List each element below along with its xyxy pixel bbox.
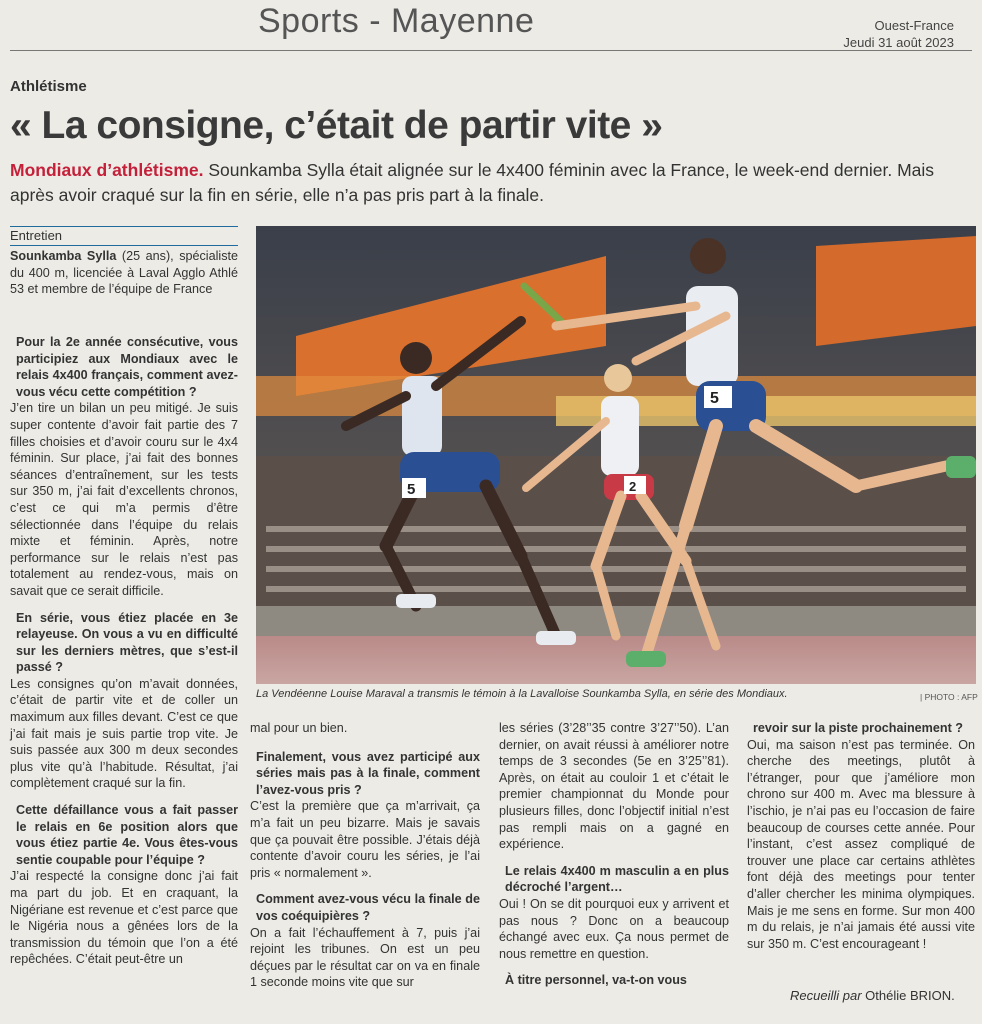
- chapo: [10, 158, 970, 208]
- question-5: Comment avez-vous vécu la finale de vos coéquipières ?: [256, 892, 480, 923]
- relay-photo: [256, 226, 976, 684]
- answer-5-continued: les séries (3’28’’35 contre 3’27’’50). L’an dernier, on avait réussi à améliorer notre temps de 3 secondes (5e en 3’25’’81). Après, on était au couloir 1 et c’était le premier championnat du Monde pour plusieurs filles, donc l’objectif initial n’est pas rempli mais on a gagné en expérience.: [499, 721, 729, 852]
- answer-3-continued: mal pour un bien.: [250, 721, 348, 735]
- chapo-text: Sounkamba Sylla était alignée sur le 4x400 féminin avec la France, le week-end dernier. Mais après avoir craqué sur la fin en série, elle n’a pas pris part à la finale.: [10, 160, 935, 205]
- signature-prefix: Recueilli par: [790, 988, 862, 1003]
- bio-name: Sounkamba Sylla: [10, 249, 117, 263]
- answer-2: Les consignes qu’on m’avait données, c’était de partir vite et de coller un maximum aux filles devant. C’est ce que j’ai fait mais je suis partie trop vite. Je suis passée aux 300 m deux secondes plus vite qu’à l’habitude. Résultat, j’ai complètement craqué sur la fin.: [10, 676, 238, 791]
- answer-3: J’ai respecté la consigne donc j’ai fait ma part du job. Et en craquant, la Nigériane est revenue et c’est parce que le Nigéria nous a gênées lors de la transmission du témoin que l’on a été repêchées. C’était peut-être un: [10, 869, 238, 967]
- answer-1: J’en tire un bilan un peu mitigé. Je suis super contente d’avoir fait partie des 7 filles choisies et d’avoir couru sur le 4x4 féminin. Sur place, j’ai fait des bonnes séances d’entraînement, sur les tests sur 350 m, j’ai fait d’excellents chronos, c’est ce qui m’a permis d’être sélectionnée dans l’équipe du relais mixte et féminin. Après, notre performance sur le relais n’est pas totalement au rendez-vous, mais on savait que ce serait difficile.: [10, 401, 238, 598]
- signature-name: Othélie BRION.: [861, 988, 955, 1003]
- relay-photo-illustration: [256, 226, 976, 684]
- section-title: Sports - Mayenne: [258, 2, 535, 40]
- question-1: Pour la 2e année consécutive, vous participiez aux Mondiaux avec le relais 4x400 français, comment avez-vous vécu cette compétition ?: [16, 335, 238, 399]
- bib-number-right: 5: [710, 390, 719, 407]
- signature: [790, 988, 955, 1003]
- answer-7: Oui, ma saison n’est pas terminée. On cherche des meetings, plutôt à l’étranger, pour que j’améliore mon chrono sur 400 m. Avec ma blessure à l’ischio, je n’ai pas eu l’occasion de faire beaucoup de courses cette année. Pour l’instant, c’est assez compliqué de trouver une place car certains athlètes font déjà des meetings pour tenter d’aller chercher les minima olympiques. Mais je me sens en forme. Sur mon 400 m du relais, je n’ai jamais été aussi vite sur 350 m. C’est encourageant !: [747, 737, 975, 951]
- headline: « La consigne, c’était de partir vite »: [10, 104, 663, 147]
- photo-credit: | PHOTO : AFP: [920, 692, 978, 702]
- photo-caption: La Vendéenne Louise Maraval a transmis le témoin à la Lavalloise Sounkamba Sylla, en série des Mondiaux.: [256, 688, 788, 700]
- masthead: [0, 0, 982, 52]
- question-7-end: revoir sur la piste prochainement ?: [753, 721, 963, 735]
- bio: [10, 248, 238, 298]
- entretien-label: Entretien: [10, 226, 238, 246]
- question-7-start: À titre personnel, va-t-on vous: [505, 973, 687, 988]
- column-2: [250, 720, 480, 991]
- answer-5: On a fait l’échauffement à 7, puis j’ai rejoint les tribunes. On est un peu déçues par le résultat car on va en finale 1 seconde moins vite que sur: [250, 925, 480, 990]
- question-4: Finalement, vous avez participé aux séries mais pas à la finale, comment l’avez-vous pris ?: [256, 749, 480, 797]
- question-3: Cette défaillance vous a fait passer le relais en 6e position alors que vous étiez partie 4e. Vous êtes-vous sentie coupable pour l’équipe ?: [16, 803, 238, 867]
- answer-6: Oui ! On se dit pourquoi eux y arrivent et pas nous ? Donc on a beaucoup échangé avec eux. Ça nous permet de nous remettre en question.: [499, 896, 729, 961]
- bib-number-left: 5: [407, 481, 416, 498]
- rubric: Athlétisme: [10, 78, 87, 95]
- answer-4: C’est la première que ça m’arrivait, ça m’a fait un peu bizarre. Mais je savais que ça pouvait être possible. J’étais déjà contente d’avoir couru les séries, je l’ai pris « normalement ».: [250, 799, 480, 880]
- masthead-rule: [10, 50, 972, 51]
- entretien-label-box: [10, 226, 238, 246]
- column-3: [499, 720, 729, 989]
- question-2: En série, vous étiez placée en 3e relayeuse. On vous a vu en difficulté sur les derniers mètres, que s’est-il passé ?: [16, 610, 238, 675]
- question-6: Le relais 4x400 m masculin a en plus décroché l’argent…: [505, 863, 729, 895]
- column-4: [747, 720, 975, 952]
- bio-text: (25 ans), spécialiste du 400 m, licenciée à Laval Agglo Athlé 53 et membre de l’équipe de France: [10, 249, 238, 297]
- column-1: [10, 334, 238, 968]
- newspaper-name: Ouest-France: [874, 18, 954, 33]
- publication-date: Jeudi 31 août 2023: [843, 35, 954, 50]
- bib-number-middle: 2: [629, 479, 637, 494]
- chapo-lead: Mondiaux d’athlétisme.: [10, 160, 204, 180]
